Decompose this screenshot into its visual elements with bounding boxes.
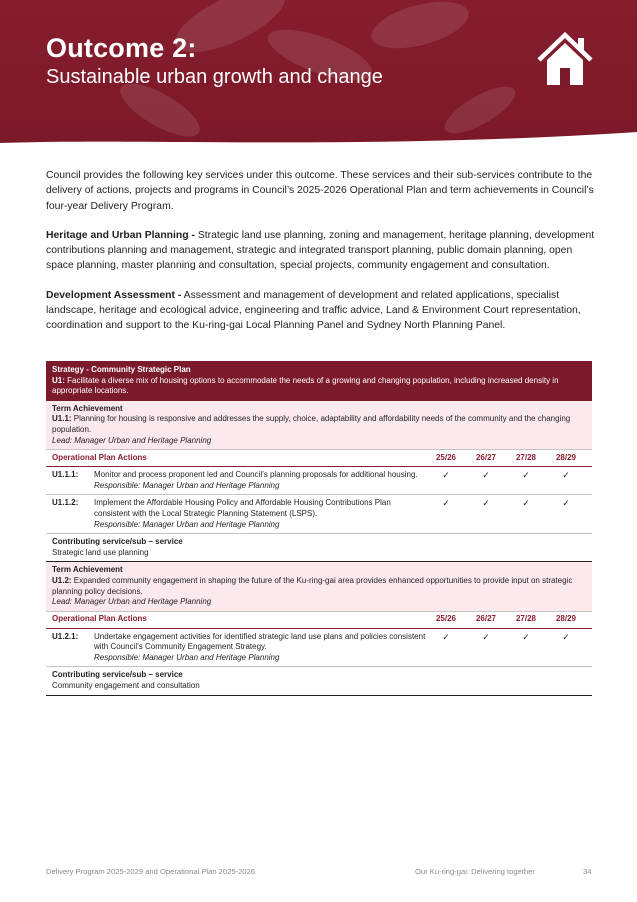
term-description (52, 414, 586, 435)
header-banner (0, 0, 637, 170)
action-code: U1.2.1: (52, 631, 79, 641)
actions-label: Operational Plan Actions (52, 614, 147, 624)
strategy-table (46, 361, 592, 696)
action-text: Undertake engagement activities for identified strategic land use plans and policies consistent with Council’s Community Engagement Strategy. (94, 631, 426, 652)
term-heading: Term Achievement (52, 565, 123, 575)
action-code: U1.1.1: (52, 470, 79, 480)
heritage-label: Heritage and Urban Planning - (46, 229, 195, 241)
term-code: U1.1: (52, 414, 72, 424)
year-ticks (426, 470, 586, 491)
term-text: Planning for housing is responsive and addresses the supply, choice, adaptability and affordability needs of the community and the changing population. (52, 414, 571, 434)
contributing-service (46, 534, 592, 562)
page-number: 34 (583, 867, 592, 876)
term-code: U1.2: (52, 575, 72, 585)
strategy-header (46, 361, 592, 401)
development-label: Development Assessment - (46, 289, 182, 301)
year-header: 28/29 (555, 452, 577, 462)
page-subtitle: Sustainable urban growth and change (46, 66, 383, 88)
strategy-heading: Strategy - Community Strategic Plan (52, 365, 191, 374)
heritage-text: Strategic land use planning, zoning and management, heritage planning, development contributions planning and management, strategic and integrated transport planning, public domain planning, open space planning, master planning and consultation, special projects, community engagement and consultation. (46, 229, 595, 272)
term-description (52, 576, 586, 597)
action-row (46, 629, 592, 668)
term-text: Expanded community engagement in shaping the future of the Ku-ring-gai area provides enhanced opportunities to provide input on strategic planning policy decisions. (52, 575, 573, 596)
check-icon: ✓ (562, 631, 570, 642)
actions-label: Operational Plan Actions (52, 452, 147, 462)
intro-text (46, 168, 598, 348)
year-header: 27/28 (515, 614, 537, 624)
action-body (94, 498, 426, 530)
footer-tagline: Our Ku-ring-gai: Delivering together (415, 867, 535, 876)
check-icon: ✓ (482, 470, 490, 481)
check-icon: ✓ (442, 498, 450, 509)
year-header: 25/26 (435, 614, 457, 624)
check-icon: ✓ (562, 498, 570, 509)
check-icon: ✓ (522, 470, 530, 481)
action-responsible: Responsible: Manager Urban and Heritage Planning (94, 480, 280, 490)
term-achievement-u1-1 (46, 401, 592, 450)
action-responsible: Responsible: Manager Urban and Heritage Planning (94, 519, 280, 529)
year-header: 28/29 (555, 614, 577, 624)
term-heading: Term Achievement (52, 403, 123, 413)
year-header: 25/26 (435, 452, 457, 462)
strategy-text: Facilitate a diverse mix of housing options to accommodate the needs of a growing and changing population, including increased density in appropriate locations. (52, 375, 559, 396)
action-body (94, 470, 426, 491)
action-responsible: Responsible: Manager Urban and Heritage Planning (94, 652, 280, 662)
house-icon (536, 30, 594, 88)
development-text: Assessment and management of development and related applications, specialist landscape, heritage and ecological advice, engineering and traffic advice, Land & Environment Court representation, coordination and support to the Ku-ring-gai Local Planning Panel and Sydney North Planning Panel. (46, 289, 581, 332)
check-icon: ✓ (522, 631, 530, 642)
action-row (46, 495, 592, 534)
strategy-description (52, 376, 586, 397)
footer-document-title: Delivery Program 2025-2029 and Operational Plan 2025-2026 (46, 867, 255, 876)
check-icon: ✓ (442, 470, 450, 481)
year-header: 27/28 (515, 452, 537, 462)
year-header: 26/27 (475, 614, 497, 624)
check-icon: ✓ (522, 498, 530, 509)
year-ticks (426, 498, 586, 530)
contributing-service (46, 667, 592, 695)
action-text: Monitor and process proponent led and Council’s planning proposals for additional housing. (94, 470, 418, 480)
check-icon: ✓ (482, 631, 490, 642)
strategy-code: U1: (52, 375, 65, 385)
action-body (94, 632, 426, 664)
contrib-heading: Contributing service/sub – service (52, 670, 183, 680)
heritage-paragraph (46, 228, 598, 274)
check-icon: ✓ (482, 498, 490, 509)
check-icon: ✓ (442, 631, 450, 642)
year-header: 26/27 (475, 452, 497, 462)
contrib-text: Strategic land use planning (52, 547, 149, 557)
actions-header (46, 450, 592, 467)
year-ticks (426, 632, 586, 664)
term-lead: Lead: Manager Urban and Heritage Planning (52, 435, 212, 445)
check-icon: ✓ (562, 470, 570, 481)
actions-header (46, 612, 592, 629)
action-text: Implement the Affordable Housing Policy and Affordable Housing Contributions Plan consistent with the Local Strategic Planning Statement (LSPS). (94, 498, 391, 518)
contrib-heading: Contributing service/sub – service (52, 537, 183, 547)
intro-paragraph: Council provides the following key services under this outcome. These services and their sub-services contribute to the delivery of actions, projects and programs in Council’s 2025-2026 Operational Plan and term achievements in Council’s four-year Delivery Program. (46, 170, 594, 212)
action-code: U1.1.2: (52, 498, 79, 508)
action-row (46, 467, 592, 495)
page-title: Outcome 2: (46, 33, 197, 63)
development-paragraph (46, 288, 598, 334)
term-achievement-u1-2 (46, 562, 592, 611)
term-lead: Lead: Manager Urban and Heritage Planning (52, 597, 212, 607)
contrib-text: Community engagement and consultation (52, 681, 200, 691)
